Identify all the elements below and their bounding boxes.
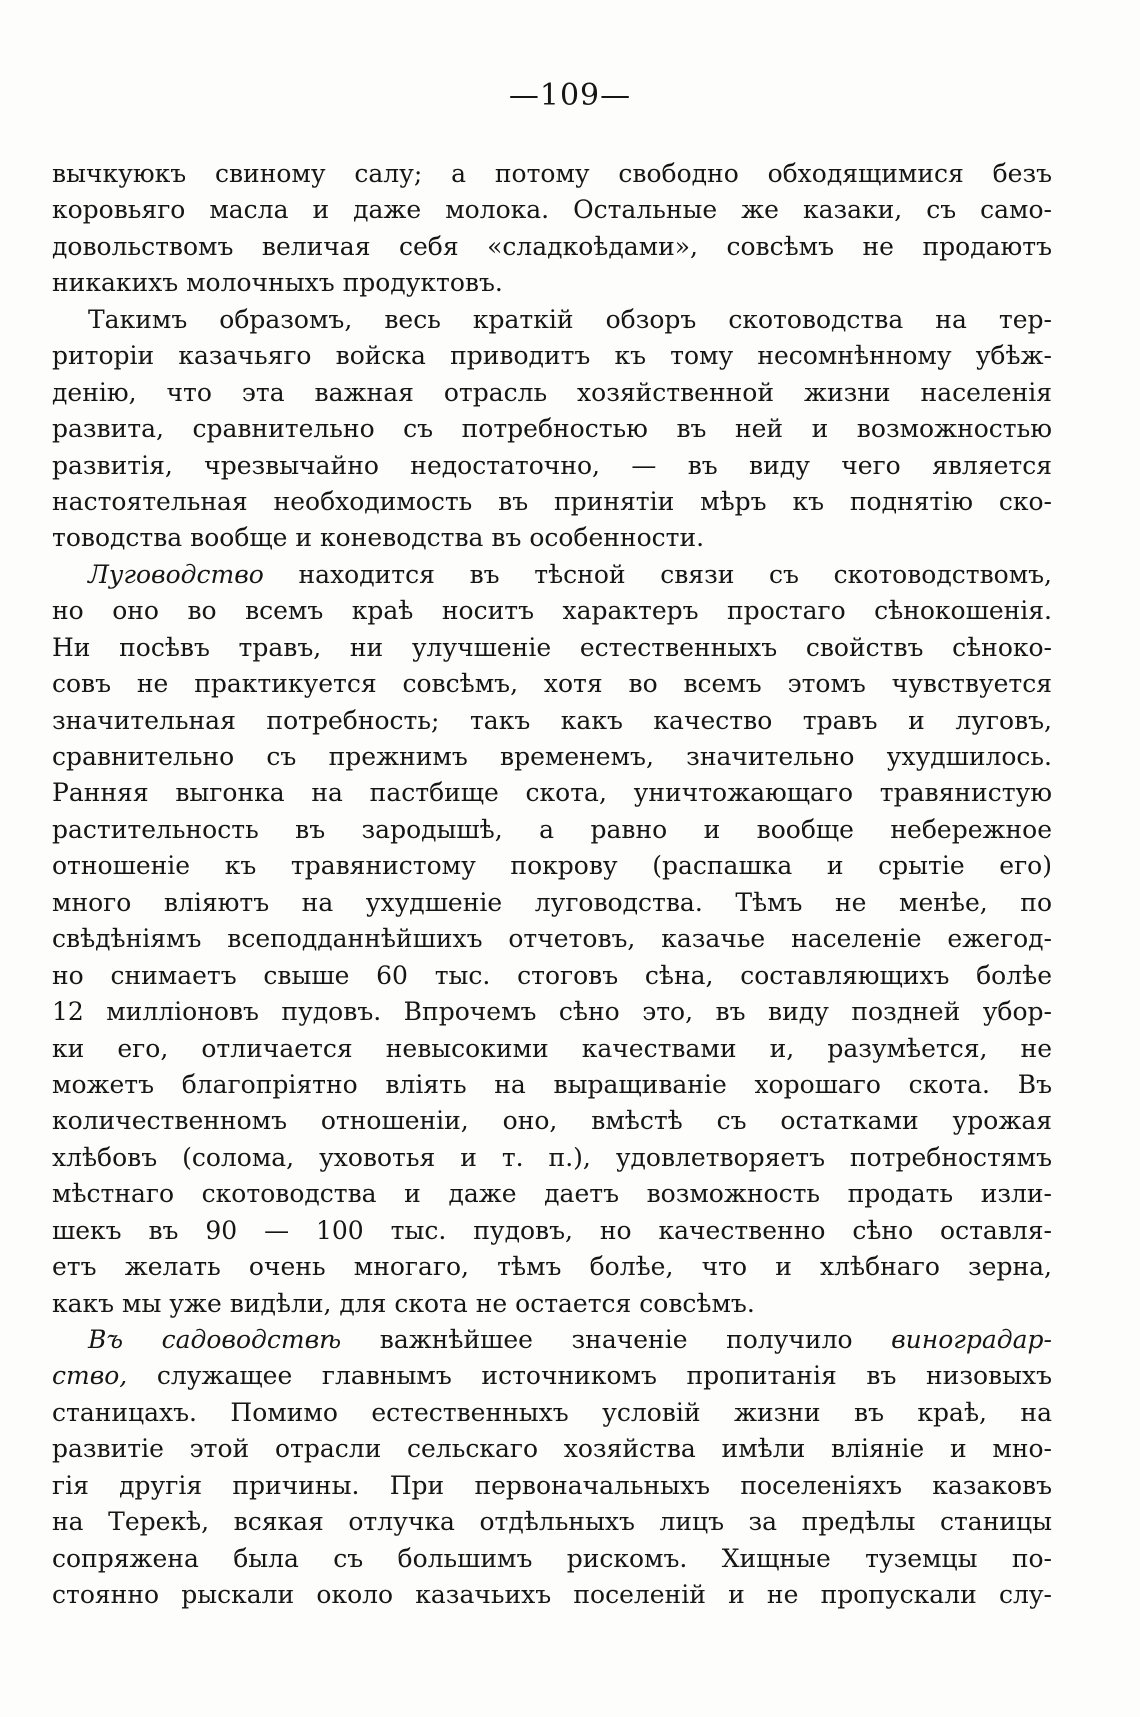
text-line xyxy=(52,557,1052,593)
text-line: 12 милліоновъ пудовъ. Впрочемъ сѣно это, въ виду поздней убор- xyxy=(52,997,1052,1027)
text-line: станицахъ. Помимо естественныхъ условій жизни въ краѣ, на xyxy=(52,1397,1052,1427)
text-run: важнѣйшее значеніе получило xyxy=(341,1325,892,1354)
text-run: находится въ тѣсной связи съ скотоводствомъ, xyxy=(263,559,1052,589)
text-line: много вліяютъ на ухудшеніе луговодства. Тѣмъ не менѣе, по xyxy=(52,887,1052,917)
text-line: никакихъ молочныхъ продуктовъ. xyxy=(52,268,503,298)
text-line: отношеніе къ травянистому покрову (распашка и срытіе его) xyxy=(52,851,1052,881)
section-term-vinogradarstvo-end: ство, xyxy=(52,1361,128,1391)
text-line: свѣдѣніямъ всеподданнѣйшихъ отчетовъ, казачье населеніе ежегод- xyxy=(52,924,1052,954)
text-line: товодства вообще и коневодства въ особенности. xyxy=(52,523,705,553)
text-line: коровьяго масла и даже молока. Остальные же казаки, съ само- xyxy=(52,195,1052,225)
section-term-luguvodstvo: Луговодство xyxy=(88,559,264,589)
text-line: совъ не практикуется совсѣмъ, хотя во всемъ этомъ чувствуется xyxy=(52,669,1052,699)
page-number: —109— xyxy=(508,78,632,113)
text-line: сопряжена была съ большимъ рискомъ. Хищные туземцы по- xyxy=(52,1543,1052,1573)
text-line: можетъ благопріятно вліять на выращиваніе хорошаго скота. Въ xyxy=(52,1069,1052,1099)
text-line: какъ мы уже видѣли, для скота не остается совсѣмъ. xyxy=(52,1288,755,1318)
text-line: Такимъ образомъ, весь краткій обзоръ скотоводства на тер- xyxy=(88,304,1052,334)
text-line: вычкуюкъ свиному салу; а потому свободно обходящимися безъ xyxy=(52,159,1052,188)
text-line: развитіе этой отрасли сельскаго хозяйства имѣли вліяніе и мно- xyxy=(52,1434,1052,1464)
text-line: гія другія причины. При первоначальныхъ поселеніяхъ казаковъ xyxy=(52,1470,1052,1500)
text-line: количественномъ отношеніи, оно, вмѣстѣ съ остатками урожая xyxy=(52,1106,1052,1136)
text-line: сравнительно съ прежнимъ временемъ, значительно ухудшилось. xyxy=(52,742,1052,771)
text-line: шекъ въ 90 — 100 тыс. пудовъ, но качественно сѣно оставля- xyxy=(52,1215,1052,1245)
section-term-sadovodstvo: Въ садоводствѣ xyxy=(88,1325,342,1354)
text-line: но снимаетъ свыше 60 тыс. стоговъ сѣна, составляющихъ болѣе xyxy=(52,960,1052,990)
text-line: Ни посѣвъ травъ, ни улучшеніе естественныхъ свойствъ сѣноко- xyxy=(52,632,1052,662)
text-line xyxy=(52,1358,1052,1394)
text-line: довольствомъ величая себя «сладкоѣдами», совсѣмъ не продаютъ xyxy=(52,231,1052,261)
text-line: настоятельная необходимость въ принятіи мѣръ къ поднятію ско- xyxy=(52,486,1052,516)
text-line: хлѣбовъ (солома, уховотья и т. п.), удовлетворяетъ потребностямъ xyxy=(52,1142,1052,1172)
text-line: растительность въ зародышѣ, а равно и вообще небережное xyxy=(52,814,1052,844)
text-line: развита, сравнительно съ потребностью въ ней и возможностью xyxy=(52,414,1052,444)
text-line: на Терекѣ, всякая отлучка отдѣльныхъ лицъ за предѣлы станицы xyxy=(52,1507,1052,1537)
text-line xyxy=(52,1322,1052,1358)
text-line: стоянно рыскали около казачьихъ поселеній и не пропускали слу- xyxy=(52,1580,1052,1610)
body-text xyxy=(52,156,1052,1614)
text-line: Ранняя выгонка на пастбище скота, уничтожающаго травянистую xyxy=(52,778,1052,808)
text-line: риторіи казачьяго войска приводитъ къ тому несомнѣнному убѣж- xyxy=(52,341,1052,371)
text-line: ки его, отличается невысокими качествами и, разумѣется, не xyxy=(52,1033,1052,1063)
text-line: етъ желать очень многаго, тѣмъ болѣе, что и хлѣбнаго зерна, xyxy=(52,1252,1052,1282)
text-line: денію, что эта важная отрасль хозяйственной жизни населенія xyxy=(52,377,1052,407)
text-run: служащее главнымъ источникомъ пропитанія въ низовыхъ xyxy=(127,1361,1052,1391)
text-line: мѣстнаго скотоводства и даже даетъ возможность продать изли- xyxy=(52,1179,1052,1209)
text-line: развитія, чрезвычайно недостаточно, — въ виду чего является xyxy=(52,450,1052,480)
text-line: значительная потребность; такъ какъ качество травъ и луговъ, xyxy=(52,705,1052,735)
text-line: но оно во всемъ краѣ носитъ характеръ простаго сѣнокошенія. xyxy=(52,596,1052,626)
section-term-vinogradarstvo: виноградар- xyxy=(891,1325,1052,1354)
